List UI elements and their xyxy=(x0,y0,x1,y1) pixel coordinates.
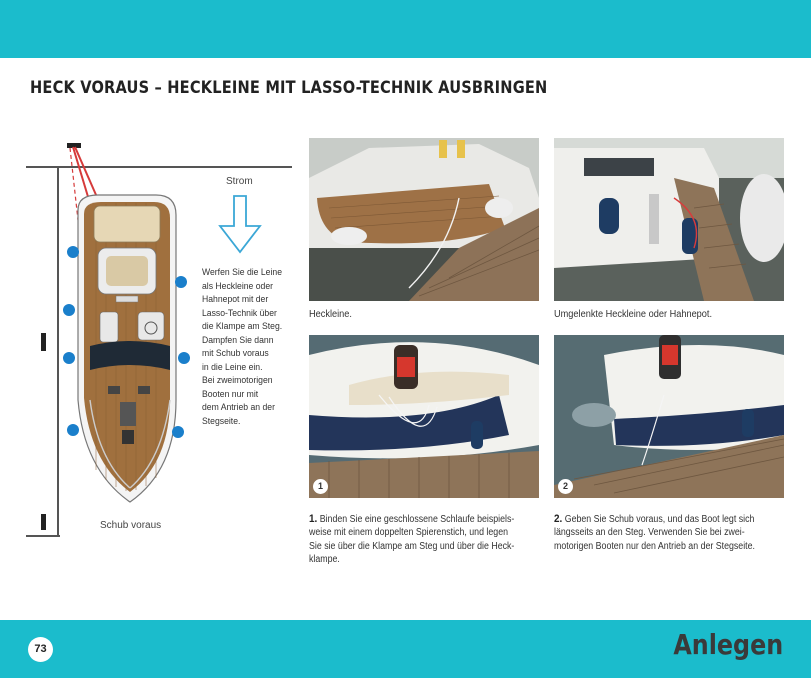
page-number: 73 xyxy=(28,637,53,662)
photo-redirected-line xyxy=(554,138,784,301)
arrow-down-icon xyxy=(220,196,260,252)
step-2-text: 2. Geben Sie Schub voraus, und das Boot legt sich längsseits an den Steg. Verwenden Sie bei zwei- motorigen Booten nur den Antrieb an der Stegseite. xyxy=(554,513,755,552)
caption-redirected-line: Umgelenkte Heckleine oder Hahnepot. xyxy=(554,309,713,320)
caption-stern-line: Heckleine. xyxy=(309,309,352,320)
step-badge-1: 1 xyxy=(313,479,328,494)
step-1-text: 1. Binden Sie eine geschlossene Schlaufe beispiels- weise mit einem doppelten Spierenstich, und legen Sie sie über die Klampe am Steg und über die Heck- klampe. xyxy=(309,513,515,566)
bollard-icon xyxy=(41,333,46,351)
step-badge-2: 2 xyxy=(558,479,573,494)
bollard-icon xyxy=(41,514,46,530)
instruction-text: Werfen Sie die Leine als Heckleine oder Hahnepot mit der Lasso-Technik über die Klampe am Steg. Dampfen Sie dann mit Schub voraus in die Leine ein. Bei zweimotorigen Booten nur mit dem Antrieb an der Stegseite. xyxy=(202,267,283,427)
header-band xyxy=(0,0,811,58)
current-label: Strom xyxy=(226,176,253,187)
section-title: Anlegen xyxy=(673,628,783,661)
page-title: HECK VORAUS – HECKLEINE MIT LASSO-TECHNIK AUSBRINGEN xyxy=(30,78,548,98)
photo-step-2 xyxy=(554,335,784,498)
photo-step-1 xyxy=(309,335,539,498)
thrust-label: Schub voraus xyxy=(100,520,162,531)
photo-stern-line xyxy=(309,138,539,301)
